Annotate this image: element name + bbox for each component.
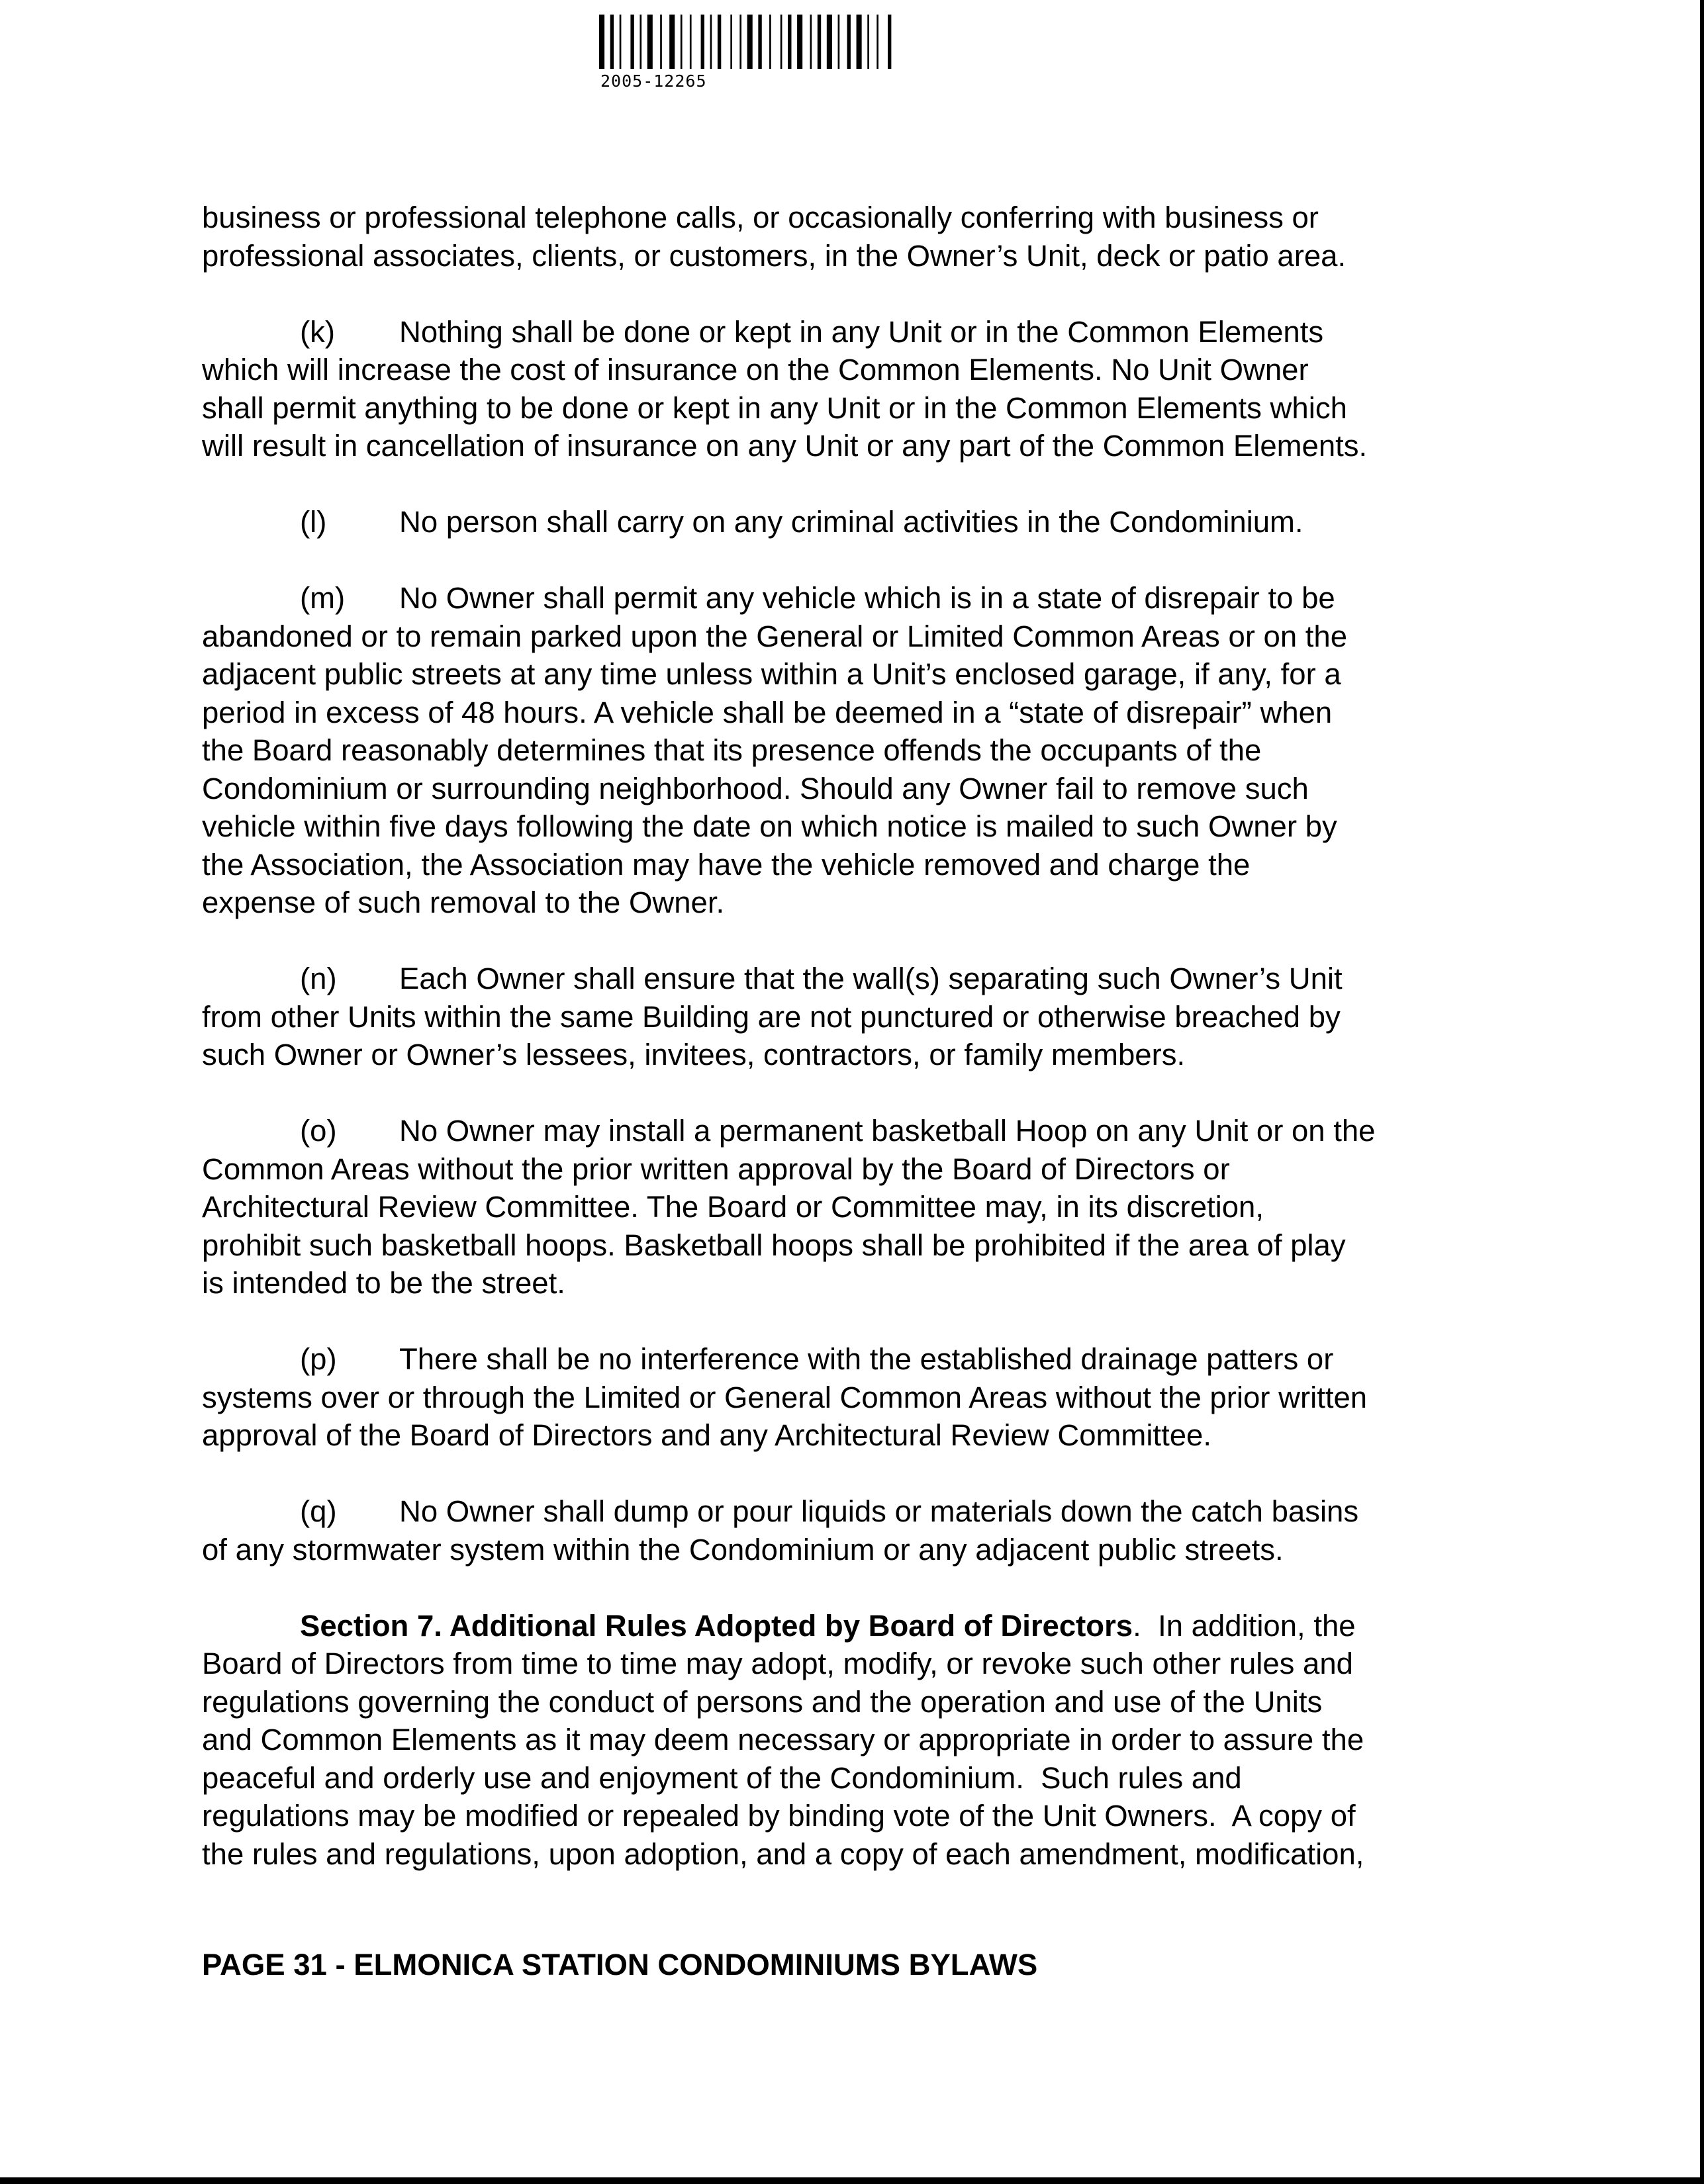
barcode-bar (718, 15, 721, 69)
barcode-bar (797, 15, 802, 69)
text-line: Condominium or surrounding neighborhood. Should any Owner fail to remove such (202, 771, 1309, 805)
barcode-bar (781, 15, 782, 69)
section-7-paragraph (202, 1607, 1499, 1874)
text-line: Board of Directors from time to time may adopt, modify, or revoke such other rules and (202, 1647, 1353, 1680)
text-line: from other Units within the same Building are not punctured or otherwise breached by (202, 999, 1341, 1034)
paragraph-m (202, 579, 1499, 922)
text-line: No Owner shall permit any vehicle which is in a state of disrepair to be (399, 581, 1335, 615)
text-line: Each Owner shall ensure that the wall(s) separating such Owner’s Unit (399, 962, 1343, 995)
text-line: which will increase the cost of insurance on the Common Elements. No Unit Owner (202, 353, 1309, 387)
text-line: regulations may be modified or repealed by binding vote of the Unit Owners. A copy of (202, 1799, 1356, 1833)
barcode-bar (739, 15, 741, 69)
barcode-bar (710, 15, 712, 69)
page-footer: PAGE 31 - ELMONICA STATION CONDOMINIUMS BYLAWS (202, 1948, 1038, 1981)
text-line: such Owner or Owner’s lessees, invitees, contractors, or family members. (202, 1038, 1186, 1071)
text-line: the Board reasonably determines that its presence offends the occupants of the (202, 733, 1262, 767)
text-line: regulations governing the conduct of persons and the operation and use of the Units (202, 1684, 1323, 1719)
paragraph-marker: (k) (300, 314, 336, 349)
text-line: approval of the Board of Directors and any Architectural Review Committee. (202, 1418, 1211, 1452)
text-line: In addition, the (1141, 1608, 1356, 1643)
text-line: prohibit such basketball hoops. Basketball hoops shall be prohibited if the area of play (202, 1228, 1346, 1262)
barcode-bar (681, 15, 683, 69)
barcode-bar (669, 15, 675, 69)
barcode-bar (630, 15, 634, 69)
paragraph-l (202, 503, 1499, 541)
text-line: Nothing shall be done or kept in any Unit or in the Common Elements (399, 314, 1324, 349)
paragraph-p (202, 1340, 1499, 1455)
paragraph-n (202, 960, 1499, 1074)
text-line: peaceful and orderly use and enjoyment of the Condominium. Such rules and (202, 1760, 1242, 1795)
paragraph-marker: (l) (300, 505, 327, 539)
barcode-bar (599, 15, 604, 69)
paragraph-marker: (n) (300, 962, 337, 995)
barcode-bar (888, 15, 891, 69)
barcode-block (599, 15, 897, 91)
text-line: No person shall carry on any criminal activities in the Condominium. (399, 505, 1303, 539)
text-line: and Common Elements as it may deem necessary or appropriate in order to assure the (202, 1723, 1364, 1756)
section-7-heading-suffix: . (1133, 1608, 1141, 1643)
text-line: period in excess of 48 hours. A vehicle shall be deemed in a “state of disrepair” when (202, 695, 1333, 729)
barcode-bar (769, 15, 771, 69)
barcode-bar (647, 15, 653, 69)
text-line: systems over or through the Limited or General Common Areas without the prior written (202, 1380, 1368, 1414)
text-line: the rules and regulations, upon adoption, and a copy of each amendment, modification, (202, 1837, 1364, 1871)
barcode-bar (810, 15, 812, 69)
barcode-bar (747, 15, 753, 69)
barcode-bar (660, 15, 662, 69)
barcode-bar (847, 15, 851, 69)
barcode-bar (857, 15, 862, 69)
paragraph-marker: (m) (300, 581, 346, 615)
barcode-bar (690, 15, 692, 69)
barcode-bar (701, 15, 704, 69)
text-line: No Owner may install a permanent basketball Hoop on any Unit or on the (399, 1114, 1376, 1148)
text-line: Common Areas without the prior written approval by the Board of Directors or (202, 1152, 1230, 1186)
barcode-bar (639, 15, 641, 69)
text-line: is intended to be the street. (202, 1266, 565, 1300)
document-body (202, 199, 1499, 1911)
barcode-bar (818, 15, 821, 69)
text-line: expense of such removal to the Owner. (202, 886, 725, 919)
text-line: professional associates, clients, or customers, in the Owner’s Unit, deck or patio area. (202, 238, 1347, 273)
paragraph-marker: (q) (300, 1494, 337, 1528)
text-line: business or professional telephone calls, or occasionally conferring with business or (202, 201, 1319, 234)
text-line: Architectural Review Committee. The Board or Committee may, in its discretion, (202, 1190, 1264, 1224)
barcode-bar (876, 15, 878, 69)
barcode (599, 15, 897, 69)
paragraph-o (202, 1112, 1499, 1302)
text-line: No Owner shall dump or pour liquids or materials down the catch basins (399, 1494, 1359, 1528)
barcode-bar (838, 15, 840, 69)
paragraph-q (202, 1492, 1499, 1569)
barcode-bar (867, 15, 869, 69)
barcode-bar (827, 15, 832, 69)
text-line: vehicle within five days following the date on which notice is mailed to such Owner by (202, 809, 1337, 843)
text-line: abandoned or to remain parked upon the General or Limited Common Areas or on the (202, 619, 1348, 653)
barcode-bar (730, 15, 732, 69)
barcode-bar (758, 15, 761, 69)
section-7-heading: Section 7. Additional Rules Adopted by Board of Directors (300, 1608, 1133, 1643)
barcode-bar (620, 15, 622, 69)
text-line: There shall be no interference with the established drainage patters or (399, 1342, 1334, 1376)
document-number: 2005-12265 (600, 71, 707, 91)
paragraph-continuation (202, 199, 1499, 275)
text-line: of any stormwater system within the Condominium or any adjacent public streets. (202, 1532, 1284, 1567)
text-line: the Association, the Association may have the vehicle removed and charge the (202, 847, 1251, 882)
barcode-bar (788, 15, 791, 69)
text-line: shall permit anything to be done or kept in any Unit or in the Common Elements which (202, 390, 1347, 425)
paragraph-k (202, 313, 1499, 465)
text-line: will result in cancellation of insurance on any Unit or any part of the Common Elements. (202, 429, 1368, 463)
paragraph-marker: (p) (300, 1342, 337, 1376)
text-line: adjacent public streets at any time unless within a Unit’s enclosed garage, if any, for a (202, 657, 1341, 691)
paragraph-marker: (o) (300, 1114, 337, 1148)
barcode-bar (610, 15, 614, 69)
